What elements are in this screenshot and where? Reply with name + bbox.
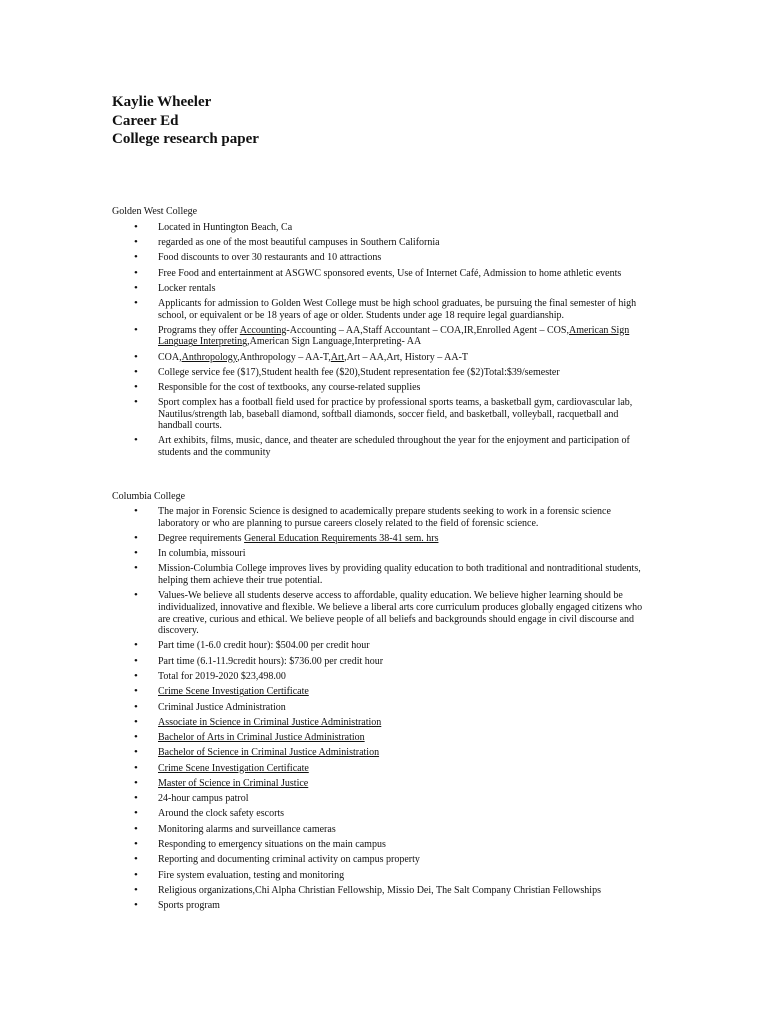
list-item (158, 656, 644, 668)
list-item (158, 298, 644, 321)
item-text: College service fee ($17),Student health fee ($20),Student representation fee ($2)Total:$39/semester (158, 366, 560, 378)
item-text: Sports program (158, 900, 220, 912)
item-text: ,Anthropology – AA-T, (237, 351, 331, 363)
item-text: Around the clock safety escorts (158, 808, 285, 820)
list-item (158, 839, 644, 851)
item-text: Applicants for admission to Golden West College must be high school graduates, be pursuing the final semester of high school, or equivalent or be 18 years of age or older. Students under age 18 require legal guardianship. (158, 297, 637, 321)
item-text: Total for 2019-2020 $23,498.00 (158, 670, 286, 682)
item-text: Programs they offer (158, 324, 240, 336)
list-item (158, 222, 644, 234)
item-text: Monitoring alarms and surveillance cameras (158, 823, 336, 835)
item-text: Religious organizations,Chi Alpha Christian Fellowship, Missio Dei, The Salt Company Christian Fellowships (158, 884, 601, 896)
list-item (158, 640, 644, 652)
section-title-columbia: Columbia College (112, 491, 186, 502)
item-text: ,Art – AA,Art, History – AA-T (344, 351, 469, 363)
list-item (158, 590, 644, 636)
list-item (158, 367, 644, 379)
list-item (158, 824, 644, 836)
item-text: Locker rentals (158, 282, 216, 294)
item-text: Responsible for the cost of textbooks, any course-related supplies (158, 381, 421, 393)
list-item (158, 268, 644, 280)
item-text: COA, (158, 351, 182, 363)
list-item (158, 747, 644, 759)
list-item (158, 325, 644, 348)
list-item (158, 352, 644, 364)
item-text: In columbia, missouri (158, 548, 246, 560)
underlined-text: Accounting (239, 324, 287, 336)
item-text: Part time (1-6.0 credit hour): $504.00 per credit hour (158, 640, 370, 652)
underlined-text: Anthropology (181, 351, 238, 363)
item-text: Reporting and documenting criminal activity on campus property (158, 854, 420, 866)
list-item (158, 778, 644, 790)
list-item (158, 732, 644, 744)
list-item (158, 397, 644, 432)
item-text: Art exhibits, films, music, dance, and theater are scheduled throughout the year for the enjoyment and participation of students and the community (158, 435, 630, 459)
list-item (158, 435, 644, 458)
item-text: The major in Forensic Science is designed to academically prepare students seeking to work in a forensic science laboratory or who are planning to pursue careers closely related to the field of forensic science. (158, 506, 611, 529)
underlined-text: Art (330, 351, 345, 363)
item-text: Food discounts to over 30 restaurants and 10 attractions (158, 252, 382, 264)
underlined-text: General Education Requirements 38-41 sem. hrs (244, 532, 439, 544)
document-title: College research paper (112, 131, 259, 147)
item-text: Fire system evaluation, testing and monitoring (158, 869, 345, 881)
list-item (158, 717, 644, 729)
list-item (158, 252, 644, 264)
golden-west-list (0, 222, 768, 462)
section-title-golden-west: Golden West College (112, 206, 198, 217)
list-item (158, 686, 644, 698)
list-item (158, 900, 644, 912)
author-name: Kaylie Wheeler (112, 94, 212, 110)
underlined-text: Bachelor of Science in Criminal Justice Administration (158, 747, 380, 759)
item-text: Sport complex has a football field used for practice by professional sports teams, a basketball gym, cardiovascular lab, Nautilus/strength lab, baseball diamond, softball diamonds, soccer field, and basketball, volleyball, racquetball and handball courts. (158, 397, 633, 432)
list-item (158, 870, 644, 882)
item-text: Values-We believe all students deserve access to affordable, quality education. We believe higher learning should be individualized, innovative and flexible. We believe a liberal arts core curriculum produces globally engaged citizens who are creative, curious and ethical. We believe people of all beliefs and backgrounds should engage in civil discourse and discovery. (158, 590, 643, 637)
underlined-text: Crime Scene Investigation Certificate (158, 686, 309, 698)
list-item (158, 671, 644, 683)
list-item (158, 283, 644, 295)
underlined-text: American Sign Language Interpreting (158, 324, 630, 348)
item-text: Responding to emergency situations on the main campus (158, 839, 386, 851)
item-text: -Accounting – AA,Staff Accountant – COA,IR,Enrolled Agent – COS, (286, 324, 569, 336)
list-item (158, 854, 644, 866)
underlined-text: Bachelor of Arts in Criminal Justice Administration (158, 732, 365, 744)
columbia-list (0, 506, 768, 915)
item-text: regarded as one of the most beautiful campuses in Southern California (158, 237, 440, 249)
course-name: Career Ed (112, 112, 179, 129)
item-text: Degree requirements (158, 532, 245, 544)
item-text: Part time (6.1-11.9credit hours): $736.00 per credit hour (158, 655, 384, 667)
list-item (158, 563, 644, 586)
item-text: Located in Huntington Beach, Ca (158, 222, 293, 233)
item-text: Criminal Justice Administration (158, 701, 286, 713)
list-item (158, 548, 644, 560)
item-text: ,American Sign Language,Interpreting- AA (247, 336, 422, 348)
list-item (158, 885, 644, 897)
item-text: Mission-Columbia College improves lives by providing quality education to both traditional and nontraditional students, helping them achieve their true potential. (158, 563, 641, 587)
list-item (158, 702, 644, 714)
list-item (158, 533, 644, 545)
list-item (158, 506, 644, 529)
underlined-text: Crime Scene Investigation Certificate (158, 762, 309, 774)
item-text: Free Food and entertainment at ASGWC sponsored events, Use of Internet Café, Admission to home athletic events (158, 267, 622, 279)
list-item (158, 382, 644, 394)
item-text: 24-hour campus patrol (158, 793, 249, 805)
underlined-text: Master of Science in Criminal Justice (158, 777, 309, 789)
document-header (112, 93, 259, 149)
list-item (158, 808, 644, 820)
list-item (158, 237, 644, 249)
underlined-text: Associate in Science in Criminal Justice Administration (158, 716, 382, 728)
list-item (158, 793, 644, 805)
list-item (158, 763, 644, 775)
